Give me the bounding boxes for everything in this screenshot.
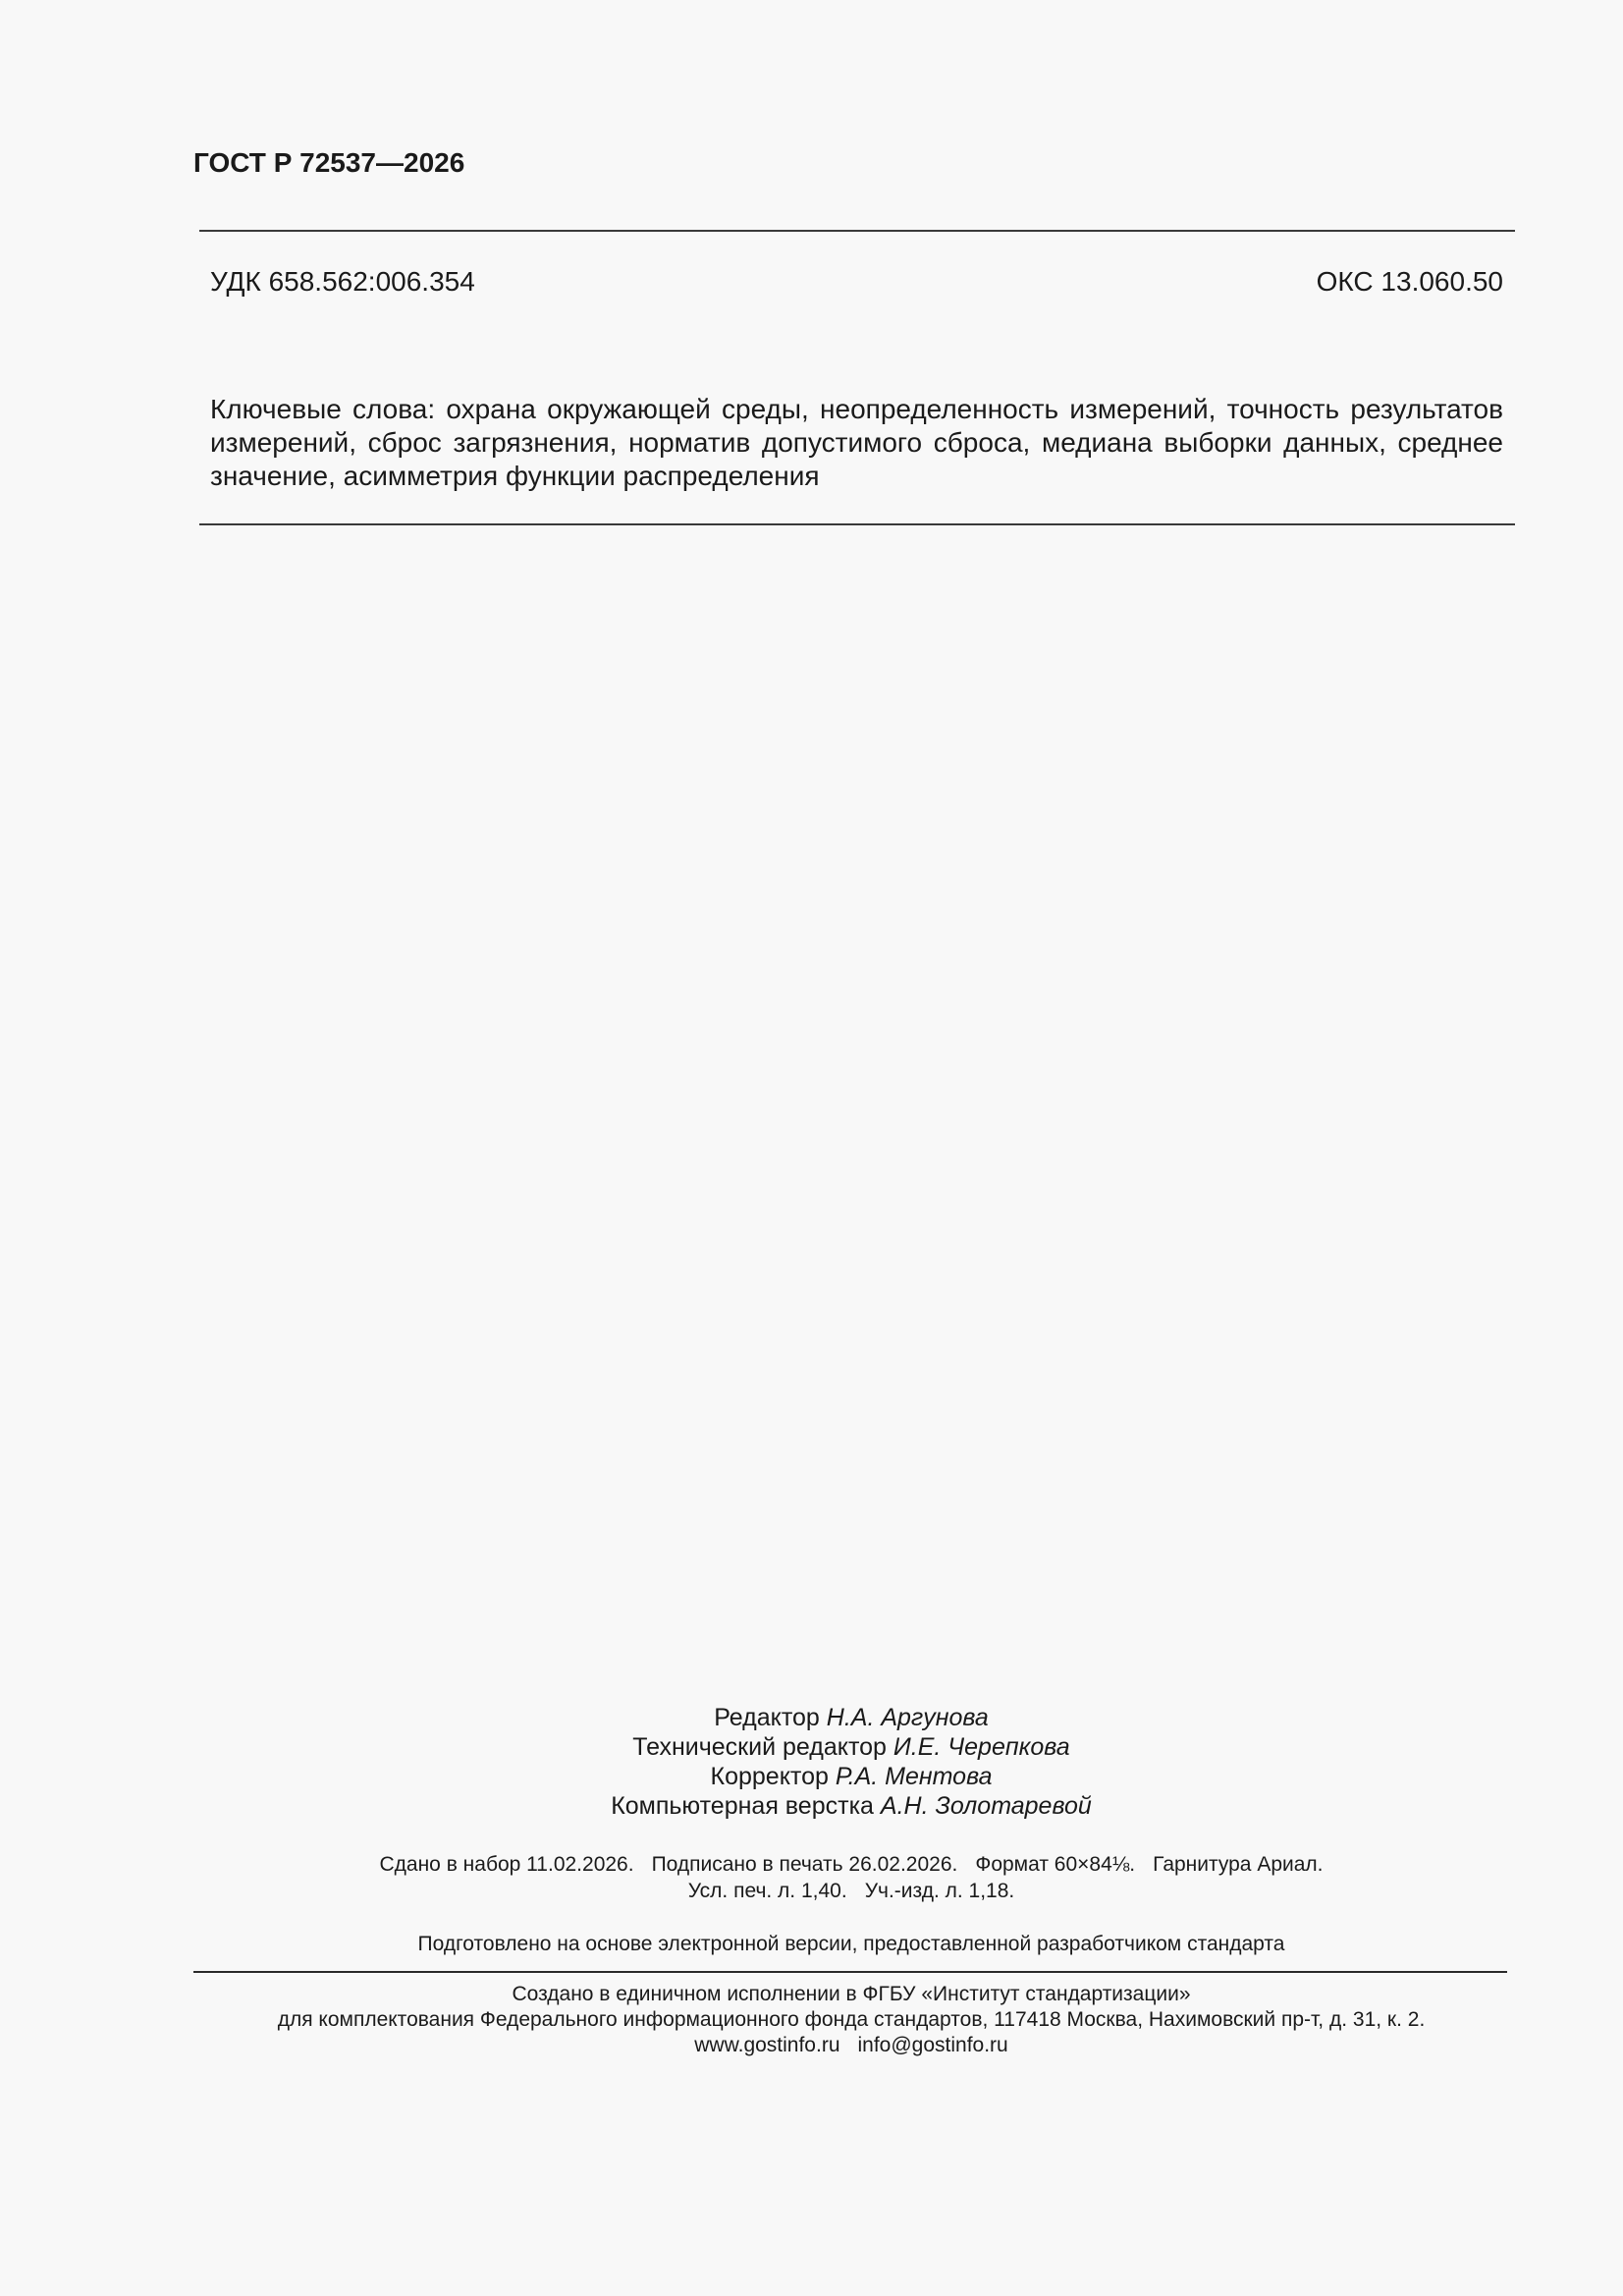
email-link[interactable]: info@gostinfo.ru <box>857 2034 1008 2056</box>
staff-name: Н.А. Аргунова <box>826 1704 989 1731</box>
keywords-divider <box>199 523 1515 525</box>
staff-name: Р.А. Ментова <box>835 1763 993 1790</box>
staff-line-corrector <box>193 1762 1509 1791</box>
publisher-block <box>193 1982 1509 2058</box>
typeface: Гарнитура Ариал. <box>1153 1853 1324 1876</box>
signed-date: Подписано в печать 26.02.2026. <box>651 1853 958 1876</box>
top-divider <box>199 230 1515 232</box>
staff-list <box>193 1703 1509 1821</box>
printed-sheets: Усл. печ. л. 1,40. <box>687 1880 847 1902</box>
publisher-divider <box>193 1971 1507 1973</box>
staff-line-editor <box>193 1703 1509 1732</box>
staff-role: Корректор <box>710 1763 829 1790</box>
keywords-paragraph: Ключевые слова: охрана окружающей среды, неопределенность измерений, точность результатов измерений, сброс загрязнения, норматив допустимого сброса, медиана выборки данных, среднее значение, асимметрия функции распределения <box>210 394 1503 491</box>
document-code: ГОСТ Р 72537—2026 <box>193 147 465 178</box>
staff-role: Технический редактор <box>632 1733 887 1761</box>
staff-name: И.Е. Черепкова <box>893 1733 1070 1761</box>
staff-line-layout <box>193 1791 1509 1821</box>
udk-code: УДК 658.562:006.354 <box>210 266 475 297</box>
staff-role: Компьютерная верстка <box>611 1792 874 1820</box>
submitted-date: Сдано в набор 11.02.2026. <box>379 1853 634 1876</box>
print-info-line-1 <box>193 1851 1509 1878</box>
publisher-line-2: для комплектования Федерального информационного фонда стандартов, 117418 Москва, Нахимовский пр-т, д. 31, к. 2. <box>277 2008 1426 2031</box>
publisher-contacts <box>193 2033 1509 2058</box>
website-link[interactable]: www.gostinfo.ru <box>694 2034 840 2056</box>
staff-line-tech-editor <box>193 1732 1509 1762</box>
print-info <box>193 1851 1509 1904</box>
print-format: Формат 60×84⅛. <box>975 1853 1136 1876</box>
staff-role: Редактор <box>714 1704 820 1731</box>
oks-code: ОКС 13.060.50 <box>1316 266 1503 297</box>
staff-name: А.Н. Золотаревой <box>880 1792 1092 1820</box>
publisher-line-1: Создано в единичном исполнении в ФГБУ «Институт стандартизации» <box>512 1983 1191 2005</box>
edition-sheets: Уч.-изд. л. 1,18. <box>864 1880 1015 1902</box>
print-info-line-2 <box>193 1878 1509 1904</box>
prepared-note: Подготовлено на основе электронной версии, предоставленной разработчиком стандарта <box>417 1933 1285 1955</box>
